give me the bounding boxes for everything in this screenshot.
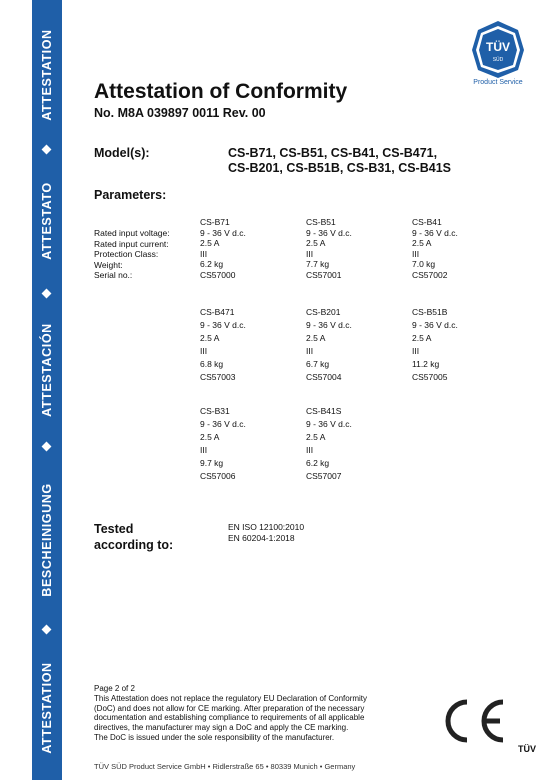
product-class: III — [306, 445, 314, 455]
side-label-attestacion: ATTESTACIÓN — [40, 323, 54, 417]
disclaimer-line: This Attestation does not replace the regulatory EU Declaration of Conformity — [94, 693, 368, 703]
side-label-attestato: ATTESTATO — [40, 182, 54, 260]
standard-item: EN ISO 12100:2010 — [228, 522, 305, 532]
parameters-label: Parameters: — [94, 188, 167, 202]
product-model: CS-B71 — [200, 217, 230, 227]
product-column — [200, 306, 300, 384]
product-voltage: 9 - 36 V d.c. — [412, 227, 458, 238]
product-voltage: 9 - 36 V d.c. — [412, 320, 458, 330]
product-voltage: 9 - 36 V d.c. — [306, 419, 352, 429]
product-current: 2.5 A — [306, 238, 326, 248]
product-voltage: 9 - 36 V d.c. — [306, 227, 352, 238]
product-current: 2.5 A — [200, 333, 220, 343]
diamond-icon — [42, 145, 52, 155]
product-column — [306, 306, 406, 384]
product-class: III — [412, 346, 420, 356]
footer-notice — [94, 684, 424, 743]
product-voltage: 9 - 36 V d.c. — [200, 227, 246, 238]
disclaimer-line: (DoC) and does not allow for CE marking. After preparation of the necessary — [94, 703, 365, 713]
diamond-icon — [42, 442, 52, 452]
document-title: Attestation of Conformity — [94, 80, 348, 103]
product-class: III — [306, 346, 314, 356]
models-line: CS-B71, CS-B51, CS-B41, CS-B471, — [228, 146, 438, 160]
product-voltage: 9 - 36 V d.c. — [306, 320, 352, 330]
product-weight: 7.0 kg — [412, 259, 436, 269]
product-weight: 6.8 kg — [200, 359, 224, 369]
diamond-icon — [42, 289, 52, 299]
product-model: CS-B41S — [306, 406, 342, 416]
product-column — [306, 405, 406, 483]
product-model: CS-B31 — [200, 406, 230, 416]
disclaimer-line: directives, the manufacturer may sign a DoC and apply the CE marking. — [94, 723, 349, 733]
product-current: 2.5 A — [412, 238, 432, 248]
side-label-attestation-bottom: ATTESTATION — [40, 662, 54, 754]
product-class: III — [200, 346, 208, 356]
side-label-attestation: ATTESTATION — [40, 29, 54, 121]
product-column — [412, 306, 512, 384]
product-serial: CS57002 — [412, 269, 448, 280]
row-label-serial: Serial no.: — [94, 270, 133, 280]
product-class: III — [412, 248, 420, 259]
product-voltage: 9 - 36 V d.c. — [200, 320, 246, 330]
product-model: CS-B201 — [306, 307, 341, 317]
product-serial: CS57004 — [306, 372, 342, 382]
page-number: Page 2 of 2 — [94, 684, 135, 693]
product-current: 2.5 A — [200, 432, 220, 442]
product-model: CS-B41 — [412, 217, 442, 227]
tested-label-line: according to: — [94, 538, 174, 552]
models-list — [228, 146, 451, 176]
product-serial: CS57003 — [200, 372, 236, 382]
product-column — [306, 217, 406, 280]
disclaimer-line: documentation and establishing compliance to requirements of all applicable — [94, 713, 365, 723]
ce-mark-icon — [437, 696, 509, 746]
company-address: TÜV SÜD Product Service GmbH • Ridlerstraße 65 • 80339 Munich • Germany — [94, 762, 356, 771]
document-number: No. M8A 039897 0011 Rev. 00 — [94, 106, 266, 120]
product-current: 2.5 A — [306, 333, 326, 343]
product-weight: 6.2 kg — [200, 259, 224, 269]
product-weight: 6.7 kg — [306, 359, 330, 369]
product-current: 2.5 A — [306, 432, 326, 442]
logo-caption: Product Service — [473, 79, 523, 86]
product-model: CS-B51 — [306, 217, 336, 227]
diamond-icon — [42, 625, 52, 635]
product-class: III — [306, 248, 314, 259]
tuv-sud-logo-icon — [466, 18, 530, 88]
row-label-weight: Weight: — [94, 259, 123, 270]
side-banner — [32, 0, 62, 780]
product-current: 2.5 A — [412, 333, 432, 343]
product-serial: CS57007 — [306, 471, 342, 481]
product-class: III — [200, 248, 208, 259]
product-column — [200, 405, 300, 483]
product-model: CS-B471 — [200, 307, 235, 317]
product-serial: CS57006 — [200, 471, 236, 481]
product-serial: CS57005 — [412, 372, 448, 382]
product-serial: CS57000 — [200, 269, 236, 280]
tuv-small-mark: TÜV — [518, 744, 536, 754]
logo-text: TÜV — [486, 40, 510, 54]
product-weight: 9.7 kg — [200, 458, 224, 468]
product-model: CS-B51B — [412, 307, 448, 317]
side-labels — [32, 0, 62, 780]
models-label: Model(s): — [94, 146, 150, 160]
product-weight: 7.7 kg — [306, 259, 330, 269]
product-class: III — [200, 445, 208, 455]
product-column — [412, 217, 512, 280]
models-line: CS-B201, CS-B51B, CS-B31, CS-B41S — [228, 161, 451, 175]
tested-label — [94, 521, 173, 553]
row-label-class: Protection Class: — [94, 249, 159, 259]
row-label-voltage: Rated input voltage: — [94, 228, 170, 238]
product-weight: 6.2 kg — [306, 458, 330, 468]
standard-item: EN 60204-1:2018 — [228, 533, 295, 543]
disclaimer-line: The DoC is issued under the sole responsibility of the manufacturer. — [94, 732, 335, 742]
product-serial: CS57001 — [306, 269, 342, 280]
row-label-current: Rated input current: — [94, 238, 169, 249]
product-voltage: 9 - 36 V d.c. — [200, 419, 246, 429]
parameter-row-labels — [94, 228, 170, 281]
product-current: 2.5 A — [200, 238, 220, 248]
product-weight: 11.2 kg — [412, 359, 440, 369]
logo-subtext: SÜD — [492, 57, 504, 63]
tested-label-line: Tested — [94, 522, 134, 536]
standards-list — [228, 522, 304, 544]
product-column — [200, 217, 300, 280]
side-label-bescheinigung: BESCHEINIGUNG — [40, 483, 54, 597]
